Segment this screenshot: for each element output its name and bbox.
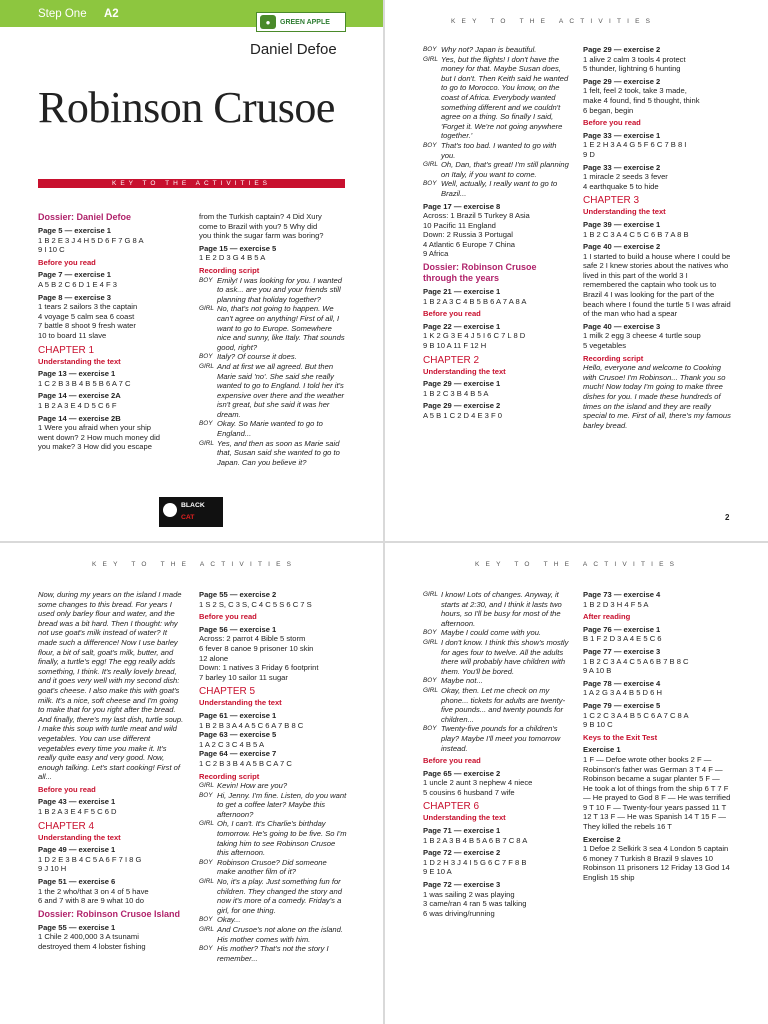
answer-line: 5 thunder, lightning 6 hunting [583, 64, 681, 74]
answer-line: 6 began, begin [583, 105, 634, 115]
speaker-label: GIRL [423, 161, 438, 169]
exercise-heading: Page 43 — exercise 1 [38, 797, 116, 807]
page-number: 2 [725, 513, 730, 522]
speaker-label: GIRL [199, 305, 214, 313]
answer-line: 9 A 10 B [583, 666, 612, 676]
answer-paragraph: 1 F — Defoe wrote other books 2 F — Robinson's father was German 3 T 4 F — Robinson became a sugar planter 5 F — He took a lot of things from the ship 6 T 7 F — He prayed to God 8 F — He was terrified 9 T 10 F — Twenty-four years passed 11 T 12 T 13 F — He was Spanish 14 T 15 F — They killed the rebels 16 T [583, 754, 731, 832]
section-label: Before you read [583, 118, 641, 128]
running-head: KEY TO THE ACTIVITIES [451, 18, 657, 25]
exercise-heading: Page 15 — exercise 5 [199, 243, 277, 253]
p1-column-1 [38, 212, 186, 452]
apple-icon: ● [260, 15, 276, 29]
key-activities-bar: KEY TO THE ACTIVITIES [38, 179, 345, 188]
answer-line: 1 E 2 H 3 A 4 G 5 F 6 C 7 B 8 I [583, 140, 687, 150]
section-label: Understanding the text [199, 698, 282, 708]
answer-line: A 5 B 2 C 6 D 1 E 4 F 3 [38, 279, 117, 289]
section-label: Before you read [38, 257, 96, 267]
script-line [423, 179, 571, 198]
author-name: Daniel Defoe [250, 41, 337, 58]
speaker-label: BOY [423, 46, 437, 53]
chapter-heading: CHAPTER 2 [423, 354, 480, 366]
script-line [199, 304, 347, 352]
script-line [423, 55, 571, 141]
exercise-heading: Page 40 — exercise 2 [583, 242, 661, 252]
section-label: Before you read [199, 612, 257, 622]
p1-column-2 [199, 212, 347, 467]
answer-line: 9 D [583, 149, 595, 159]
speaker-line: Kevin! How are you? [217, 781, 288, 791]
script-line [199, 915, 347, 925]
level-label: A2 [104, 8, 119, 20]
logo-text: GREEN APPLE [280, 18, 330, 26]
exercise-heading: Page 64 — exercise 7 [199, 749, 277, 759]
answer-line: 10 Pacific 11 England [423, 220, 496, 230]
recording-script-text: Now, during my years on the island I made some changes to this bread. For years I used only barley flour and water, and the bread was a bit hard. Then I thought: why not use goat's milk instead of water? It made such a difference! Now I use barley flour, a bit of salt, goat's milk, butter, and finally, a turtle's egg! The egg really adds something, I think. It's really lovely bread, and it goes very well with my second dish: goat's cheese. I also make this with goat's milk. It's a nice, soft cheese and I'm going to make that for you right after the bread. And finally, there's my last dish, turtle soup. I make this soup with turtle meat and wild vegetables. You can use different vegetables every time you make it. It's really quite easy and very good. Now, enough talking. Let's start cooking! First of all... [38, 590, 184, 782]
answer-line: 12 alone [199, 653, 229, 663]
section-label: Keys to the Exit Test [583, 732, 658, 742]
exercise-heading: Page 29 — exercise 2 [583, 45, 661, 54]
speaker-line: Okay. So Marie wanted to go to England... [217, 419, 323, 439]
answer-line: 1 B 2 A 3 C 4 B 5 B 6 A 7 A 8 A [423, 296, 527, 306]
page-1 [0, 0, 383, 541]
speaker-line: His mother? That's not the story I remember... [217, 944, 329, 963]
exercise-heading: Page 63 — exercise 5 [199, 730, 277, 740]
answer-line: 1 C 2 C 3 A 4 B 5 C 6 A 7 C 8 A [583, 710, 689, 720]
speaker-line: I don't know. I think this show's mostly for ages four to twelve. All the adults there will probably have children with them. You'll be bored. [441, 637, 569, 676]
exercise-heading: Page 21 — exercise 1 [423, 287, 501, 297]
speaker-line: Okay... [217, 915, 241, 925]
section-label: Understanding the text [423, 813, 506, 823]
page-3 [0, 543, 383, 1024]
speaker-line: Robinson Crusoe? Did someone make another film of it? [217, 857, 327, 877]
exercise-heading: Page 55 — exercise 2 [199, 590, 277, 599]
answer-line: 1 B 2 C 3 A 4 C 5 A 6 B 7 B 8 C [583, 656, 689, 666]
speaker-label: BOY [423, 725, 437, 733]
speaker-label: BOY [199, 858, 213, 866]
answer-line: 1 B 2 A 3 E 4 F 5 C 6 D [38, 807, 117, 817]
answer-line: Across: 2 parrot 4 Bible 5 storm [199, 634, 306, 644]
answer-line: 5 vegetables [583, 341, 627, 351]
exercise-heading: Page 79 — exercise 5 [583, 700, 661, 710]
answer-line: 1 C 2 B 3 B 4 B 5 B 6 A 7 C [38, 378, 131, 388]
script-line [199, 276, 347, 305]
exercise-heading: Page 17 — exercise 8 [423, 201, 501, 211]
exercise-heading: Page 7 — exercise 1 [38, 270, 112, 280]
p3-column-1 [38, 590, 186, 952]
exercise-heading: Page 14 — exercise 2B [38, 413, 121, 423]
speaker-line: I know! Lots of changes. Anyway, it starts at 2:30, and I think it lasts two hours, so I'll be busy for most of the afternoon. [441, 590, 562, 628]
script-line [199, 352, 347, 362]
book-title: Robinson Crusoe [38, 83, 335, 132]
page-4 [385, 543, 768, 1024]
speaker-label: BOY [423, 141, 437, 149]
exercise-heading: Page 29 — exercise 1 [423, 379, 501, 389]
answer-line: 9 J 10 H [38, 864, 67, 874]
chapter-heading: CHAPTER 4 [38, 820, 95, 832]
running-head: KEY TO THE ACTIVITIES [92, 561, 298, 568]
exercise-heading: Page 65 — exercise 2 [423, 768, 501, 778]
script-line [423, 628, 571, 638]
answer-line: 1 Chile 2 400,000 3 A tsunami [38, 932, 139, 942]
script-line [423, 141, 571, 160]
dossier-heading: Dossier: Robinson Crusoe Island [38, 908, 181, 919]
script-line [199, 944, 347, 963]
speaker-label: BOY [199, 420, 213, 428]
exercise-heading: Page 78 — exercise 4 [583, 678, 661, 688]
p4-column-2 [583, 590, 731, 883]
p3-column-2 [199, 590, 347, 963]
speaker-line: Yes, and then as soon as Marie said that, Susan said she wanted to go to Japan. Can you believe it? [217, 438, 340, 467]
speaker-label: BOY [423, 629, 437, 637]
answer-line: destroyed them 4 lobster fishing [38, 942, 146, 951]
answer-line: 1 was sailing 2 was playing [423, 889, 515, 899]
section-label: Understanding the text [38, 356, 121, 366]
answer-line: 4 Atlantic 6 Europe 7 China [423, 239, 516, 249]
speaker-line: Okay, then. Let me check on my phone... tickets for adults are twenty-five pounds... and twenty pounds for children... [441, 685, 566, 724]
speaker-label: GIRL [199, 878, 214, 886]
exercise-heading: Exercise 1 [583, 745, 621, 755]
exercise-heading: Page 56 — exercise 1 [199, 624, 277, 634]
p4-column-1 [423, 590, 571, 918]
speaker-label: BOY [199, 945, 213, 953]
answer-line: 1 K 2 G 3 E 4 J 5 I 6 C 7 L 8 D [423, 331, 526, 341]
section-label: Before you read [423, 309, 481, 319]
answer-line: you make? 3 How did you escape [38, 442, 152, 452]
recording-script [199, 781, 347, 963]
speaker-line: Maybe not... [441, 676, 483, 686]
answer-line: 1 miracle 2 seeds 3 fever [583, 172, 668, 182]
speaker-label: GIRL [423, 591, 438, 598]
dossier-heading: Dossier: Daniel Defoe [38, 212, 132, 222]
answer-line: you think the sugar farm was boring? [199, 231, 324, 241]
logo-text: BLACK [181, 502, 205, 509]
p2-column-1 [423, 45, 571, 421]
recording-script [423, 45, 571, 199]
speaker-label: GIRL [423, 55, 438, 63]
speaker-line: Oh, I can't. It's Charlie's birthday tomorrow. He's going to be five. So I'm taking him to see Robinson Crusoe this afternoon. [217, 819, 347, 858]
exercise-heading: Page 33 — exercise 2 [583, 162, 661, 172]
exercise-heading: Page 73 — exercise 4 [583, 590, 661, 599]
p2-column-2 [583, 45, 731, 430]
answer-line: 1 S 2 S, C 3 S, C 4 C 5 S 6 C 7 S [199, 599, 312, 609]
speaker-line: Well, actually, I really want to go to Brazil... [441, 179, 558, 198]
page-2 [385, 0, 768, 541]
answer-line: 1 Were you afraid when your ship [38, 423, 151, 433]
exercise-heading: Page 76 — exercise 1 [583, 624, 661, 634]
speaker-label: BOY [199, 353, 213, 361]
chapter-heading: CHAPTER 6 [423, 801, 480, 813]
speaker-line: No, it's a play. Just something fun for children. They changed the story and now it's more of a comedy. Friday's a girl, for one thing. [217, 877, 342, 915]
exercise-heading: Page 55 — exercise 1 [38, 922, 116, 932]
answer-line: 9 E 10 A [423, 867, 452, 877]
exercise-heading: Page 5 — exercise 1 [38, 226, 112, 235]
speaker-label: GIRL [423, 638, 438, 646]
chapter-heading: CHAPTER 3 [583, 195, 640, 207]
exercise-heading: Page 77 — exercise 3 [583, 646, 661, 656]
section-label: Before you read [38, 784, 96, 794]
script-line [199, 858, 347, 877]
answer-line: 1 tears 2 sailors 3 the captain [38, 302, 138, 312]
recording-script-text: Hello, everyone and welcome to Cooking with Crusoe! I'm Robinson... Thank you so much! Now today I'm going to make three dishes for you. I made these hundreds of times on the island and they are really special to me. First of all, there's my famous barley bread. [583, 363, 731, 430]
green-apple-logo [256, 12, 346, 32]
section-label: Understanding the text [38, 832, 121, 842]
speaker-line: Oh, Dan, that's great! I'm still planning on Italy, if you want to come. [441, 160, 569, 179]
script-line [199, 791, 347, 820]
speaker-line: That's too bad. I wanted to go with you. [441, 140, 557, 160]
speaker-line: Twenty-five pounds for a children's play? Maybe I'll meet you tomorrow instead. [441, 724, 561, 753]
answer-line: 6 fever 8 canoe 9 prisoner 10 skin [199, 643, 314, 653]
speaker-line: And Crusoe's not alone on the island. His mother comes with him. [217, 925, 343, 944]
cat-icon [163, 503, 177, 517]
script-line [199, 781, 347, 791]
speaker-label: BOY [199, 791, 213, 799]
speaker-line: Hi, Jenny. I'm fine. Listen, do you want to get a coffee later? Maybe this afternoon? [217, 790, 347, 819]
script-line [423, 724, 571, 753]
exercise-heading: Page 39 — exercise 1 [583, 219, 661, 229]
answer-line: come to Brazil with you? 5 Why did [199, 221, 318, 231]
step-label: Step One [38, 8, 87, 20]
answer-line: Down: 2 Russia 3 Portugal [423, 230, 513, 240]
answer-line: 10 to board 11 slave [38, 330, 107, 340]
answer-line: 1 felt, feel 2 took, take 3 made, [583, 86, 687, 96]
section-label: Recording script [199, 265, 260, 275]
exercise-heading: Page 71 — exercise 1 [423, 826, 501, 836]
speaker-line: Maybe I could come with you. [441, 628, 542, 638]
section-label: Understanding the text [423, 366, 506, 376]
exercise-heading: Page 61 — exercise 1 [199, 710, 277, 720]
script-line [199, 819, 347, 857]
exercise-heading: Page 72 — exercise 3 [423, 880, 501, 890]
answer-line: 1 B 2 E 3 J 4 H 5 D 6 F 7 G 8 A [38, 235, 144, 245]
exercise-heading: Page 22 — exercise 1 [423, 321, 501, 331]
answer-line: 1 C 2 B 3 B 4 A 5 B C A 7 C [199, 758, 292, 768]
speaker-line: No, that's not going to happen. We can't agree on anything! First of all, I want to go to Europe. Somewhere nice and sunny, like Italy. That sounds good, right? [217, 304, 345, 352]
answer-line: 4 earthquake 5 to hide [583, 181, 659, 191]
answer-line: 6 was driving/running [423, 908, 495, 918]
answer-line: 1 B 2 A 3 E 4 D 5 C 6 F [38, 400, 117, 410]
exercise-heading: Page 29 — exercise 2 [583, 76, 661, 86]
answer-line: went down? 2 How much money did [38, 432, 160, 442]
section-label: Recording script [583, 353, 644, 363]
answer-line: 1 B 2 C 3 B 4 B 5 A [423, 388, 489, 398]
script-line [423, 590, 571, 628]
script-line [199, 419, 347, 438]
speaker-line: Why not? Japan is beautiful. [441, 45, 537, 54]
script-line [199, 877, 347, 915]
dossier-heading: Dossier: Robinson Crusoe through the years [423, 262, 537, 284]
answer-line: 1 A 2 G 3 A 4 B 5 D 6 H [583, 688, 662, 698]
answer-line: 6 and 7 with 8 are 9 what 10 do [38, 896, 144, 906]
script-line [423, 686, 571, 724]
exercise-heading: Page 13 — exercise 1 [38, 369, 116, 379]
answer-line: 9 B 10 A 11 F 12 H [423, 341, 487, 351]
answer-paragraph: 1 I started to build a house where I could be safe 2 I knew stories about the natives who lived in this part of the world 3 I remembered the captain who took us to Brazil 4 I was looking for the part of the beach where I found the turtle 5 I was afraid of the man who had a spear [583, 251, 731, 319]
answer-line: 1 milk 2 egg 3 cheese 4 turtle soup [583, 331, 701, 341]
answer-line: 1 the 2 who/that 3 on 4 of 5 have [38, 886, 149, 896]
answer-line: 1 uncle 2 aunt 3 nephew 4 niece [423, 778, 533, 788]
exercise-heading: Page 51 — exercise 6 [38, 877, 116, 887]
answer-line: A 5 B 1 C 2 D 4 E 3 F 0 [423, 411, 502, 420]
answer-line: Down: 1 natives 3 Friday 6 footprint [199, 663, 319, 673]
section-label: Before you read [423, 756, 481, 766]
running-head: KEY TO THE ACTIVITIES [475, 561, 681, 568]
answer-line: 4 voyage 5 calm sea 6 coast [38, 311, 135, 321]
answer-line: make 4 found, find 5 thought, think [583, 95, 700, 105]
speaker-line: And at first we all agreed. But then Marie said 'no'. She said she really wanted to go to England. I told her it's expensive over there and the weather isn't great, but she said it was her dream. [217, 361, 345, 419]
answer-line: 1 B 2 A 3 B 4 B 5 A 6 B 7 C 8 A [423, 835, 528, 845]
exercise-heading: Page 33 — exercise 1 [583, 130, 661, 140]
answer-line: 1 B 2 D 3 H 4 F 5 A [583, 599, 649, 609]
speaker-label: GIRL [199, 362, 214, 370]
exercise-heading: Page 8 — exercise 3 [38, 292, 112, 302]
exercise-heading: Page 29 — exercise 2 [423, 401, 501, 411]
answer-line: 1 D 2 E 3 B 4 C 5 A 6 F 7 I 8 G [38, 854, 142, 864]
answer-line: 9 Africa [423, 249, 449, 259]
recording-script [199, 276, 347, 468]
exercise-heading: Exercise 2 [583, 834, 621, 844]
answer-line: 7 barley 10 sailor 11 sugar [199, 672, 288, 682]
speaker-label: GIRL [199, 820, 214, 828]
speaker-line: Italy? Of course it does. [217, 352, 297, 362]
recording-script [423, 590, 571, 753]
script-line [199, 925, 347, 944]
speaker-label: BOY [423, 180, 437, 188]
speaker-label: GIRL [199, 926, 214, 933]
answer-line: B 1 F 2 D 3 A 4 E 5 C 6 [583, 634, 662, 644]
answer-line: 9 I 10 C [38, 245, 65, 255]
script-line [423, 676, 571, 686]
script-line [199, 362, 347, 420]
speaker-label: BOY [199, 916, 213, 924]
logo-text: CAT [181, 514, 195, 521]
exercise-heading: Page 72 — exercise 2 [423, 848, 501, 858]
answer-line: 5 cousins 6 husband 7 wife [423, 787, 515, 797]
answer-paragraph: 1 Defoe 2 Selkirk 3 sea 4 London 5 captain 6 money 7 Turkish 8 Brazil 9 slaves 10 Robinson 11 prisoners 12 Friday 13 God 14 English 15 ship [583, 844, 730, 883]
answer-line: 1 A 2 C 3 C 4 B 5 A [199, 739, 265, 749]
answer-line: 7 battle 8 shoot 9 fresh water [38, 321, 136, 331]
section-label: Understanding the text [583, 207, 666, 217]
exercise-heading: Page 49 — exercise 1 [38, 845, 116, 855]
chapter-heading: CHAPTER 1 [38, 344, 95, 356]
speaker-label: GIRL [199, 782, 214, 790]
speaker-label: BOY [199, 276, 213, 284]
answer-line: 3 came/ran 4 ran 5 was talking [423, 899, 527, 909]
speaker-label: GIRL [423, 686, 438, 694]
answer-line: 1 D 2 H 3 J 4 I 5 G 6 C 7 F 8 B [423, 857, 527, 867]
section-label: Recording script [199, 771, 260, 781]
script-line [423, 160, 571, 179]
answer-line: 1 B 2 C 3 A 4 C 5 C 6 B 7 A 8 B [583, 229, 689, 239]
exercise-heading: Page 40 — exercise 3 [583, 321, 661, 331]
answer-line: 1 B 2 B 3 A 4 A 5 C 6 A 7 B 8 C [199, 720, 304, 730]
exercise-heading: Page 14 — exercise 2A [38, 391, 121, 401]
script-line [423, 638, 571, 676]
speaker-label: BOY [423, 677, 437, 685]
answer-line: 1 alive 2 calm 3 tools 4 protect [583, 54, 686, 64]
answer-line: from the Turkish captain? 4 Did Xury [199, 212, 322, 221]
section-label: After reading [583, 612, 631, 622]
script-line [423, 45, 571, 55]
speaker-label: GIRL [199, 439, 214, 447]
chapter-heading: CHAPTER 5 [199, 686, 256, 698]
speaker-line: Emily! I was looking for you. I wanted to ask... are you and your friends still planning that holiday together? [217, 275, 342, 304]
script-line [199, 439, 347, 468]
speaker-line: Yes, but the flights! I don't have the money for that. Maybe Susan does, but I don't. Then Keith said he wanted to go to Morocco. You know, on the coast of Africa. Everybody wanted something different and we couldn't agree on a thing. So finally I said, 'Forget it. We're not going anywhere together.' [441, 54, 569, 141]
answer-line: Across: 1 Brazil 5 Turkey 8 Asia [423, 211, 530, 221]
answer-line: 9 B 10 C [583, 720, 613, 730]
black-cat-logo [159, 497, 223, 527]
answer-line: 1 E 2 D 3 G 4 B 5 A [199, 253, 266, 263]
